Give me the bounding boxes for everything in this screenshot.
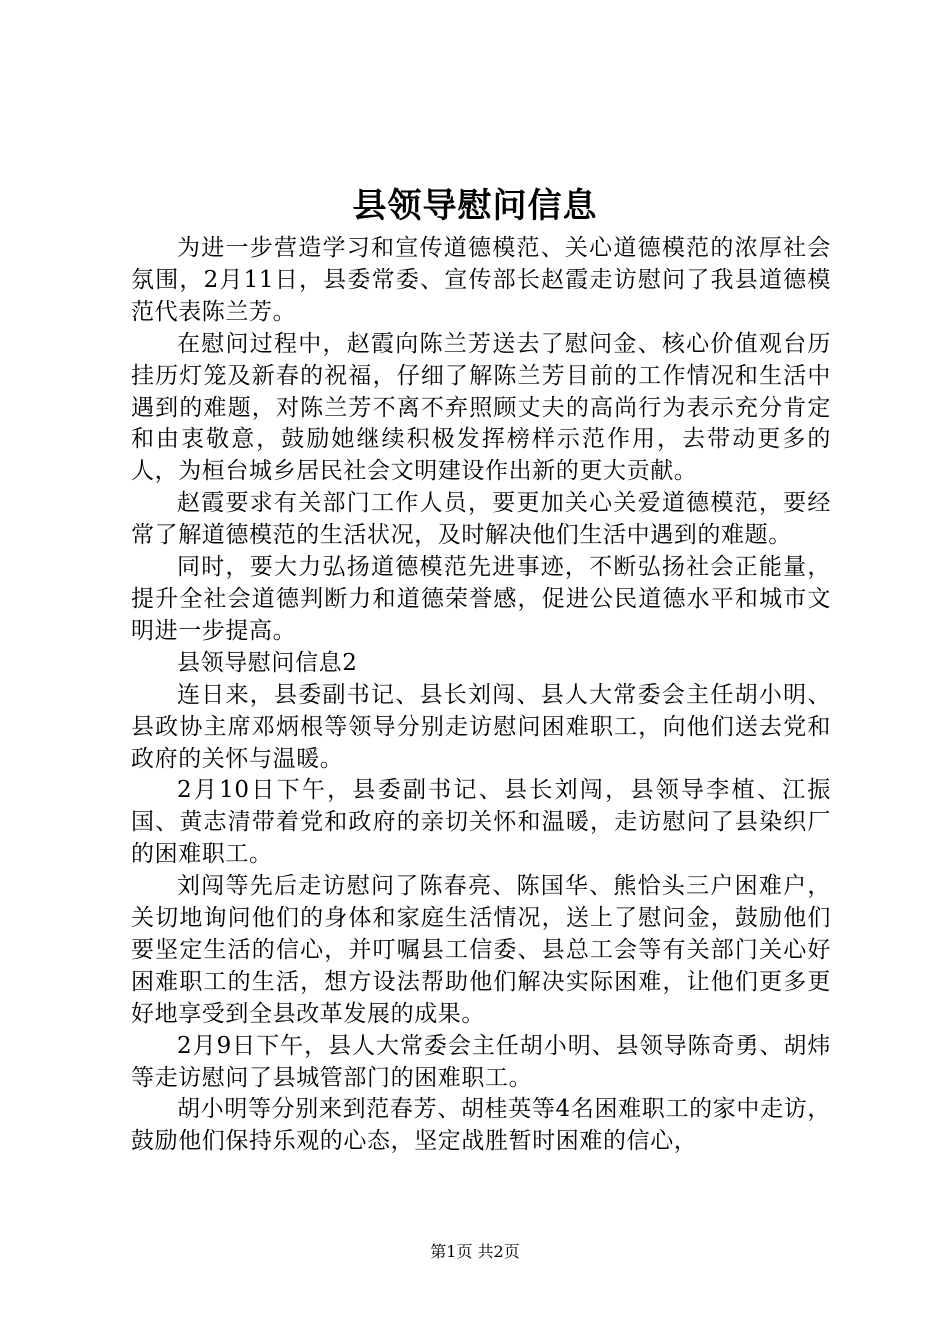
document-title: 县领导慰问信息 [352, 186, 598, 226]
paragraph: 为进一步营造学习和宣传道德模范、关心道德模范的浓厚社会氛围，2月11日，县委常委、宣传部长赵霞走访慰问了我县道德模范代表陈兰芳。 [131, 235, 831, 325]
document-body [131, 233, 831, 1158]
paragraph: 2月10日下午，县委副书记、县长刘闯，县领导李植、江振国、黄志清带着党和政府的亲切关怀和温暖，走访慰问了县染织厂的困难职工。 [131, 777, 831, 868]
paragraph: 连日来，县委副书记、县长刘闯、县人大常委会主任胡小明、县政协主席邓炳根等领导分别走访慰问困难职工，向他们送去党和政府的关怀与温暖。 [131, 681, 831, 772]
paragraph: 赵霞要求有关部门工作人员，要更加关心关爱道德模范，要经常了解道德模范的生活状况，及时解决他们生活中遇到的难题。 [131, 490, 831, 549]
paragraph: 胡小明等分别来到范春芳、胡桂英等4名困难职工的家中走访，鼓励他们保持乐观的心态，坚定战胜暂时困难的信心， [131, 1096, 831, 1155]
paragraph: 同时，要大力弘扬道德模范先进事迹，不断弘扬社会正能量，提升全社会道德判断力和道德荣誉感，促进公民道德水平和城市文明进一步提高。 [131, 554, 831, 644]
paragraph: 2月9日下午，县人大常委会主任胡小明、县领导陈奇勇、胡炜等走访慰问了县城管部门的困难职工。 [131, 1032, 831, 1091]
section-heading: 县领导慰问信息2 [177, 649, 358, 676]
page-footer: 第1页 共2页 [430, 1242, 520, 1261]
paragraph: 刘闯等先后走访慰问了陈春亮、陈国华、熊恰头三户困难户，关切地询问他们的身体和家庭生活情况，送上了慰问金，鼓励他们要坚定生活的信心，并叮嘱县工信委、县总工会等有关部门关心好困难职工的生活，想方设法帮助他们解决实际困难，让他们更多更好地享受到全县改革发展的成果。 [131, 873, 831, 1027]
paragraph: 在慰问过程中，赵霞向陈兰芳送去了慰问金、核心价值观台历挂历灯笼及新春的祝福，仔细了解陈兰芳目前的工作情况和生活中遇到的难题，对陈兰芳不离不弃照顾丈夫的高尚行为表示充分肯定和由衷敬意，鼓励她继续积极发挥榜样示范作用，去带动更多的人，为桓台城乡居民社会文明建设作出新的更大贡献。 [131, 330, 831, 485]
